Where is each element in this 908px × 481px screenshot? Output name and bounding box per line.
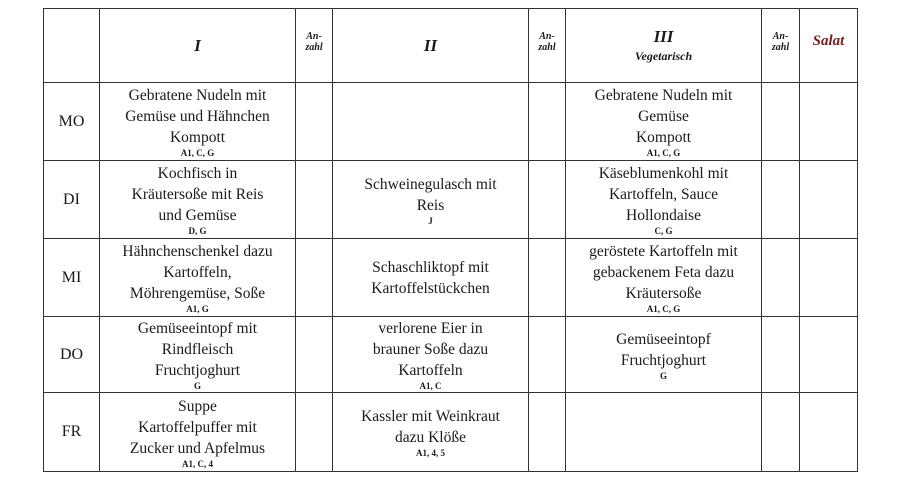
salat-cell[interactable] [800, 393, 858, 472]
dish-cell-2 [333, 393, 529, 472]
header-anzahl-1: An- zahl [296, 9, 333, 83]
allergen-codes: G [659, 370, 667, 381]
dish-line: verlorene Eier in [378, 320, 483, 337]
allergen-codes: A1, C [419, 381, 442, 391]
dish-line: Fruchtjoghurt [620, 351, 707, 369]
allergen-codes: D, G [188, 226, 207, 236]
dish-cell-3 [566, 83, 762, 161]
dish-line: Kartoffeln, Sauce [608, 186, 719, 203]
dish-line: Kartoffelpuffer mit [138, 418, 257, 436]
dish-cell-2 [333, 239, 529, 317]
weekly-menu-table [43, 8, 858, 472]
header-corner [44, 9, 100, 83]
dish-line: Kartoffeln [398, 362, 463, 379]
dish-line: Kochfisch in [157, 165, 238, 182]
dish-line: Zucker und Apfelmus [129, 439, 266, 457]
dish-line: dazu Klöße [394, 429, 466, 446]
allergen-codes: J [428, 215, 433, 226]
dish-cell-1 [100, 317, 296, 393]
salat-cell[interactable] [800, 317, 858, 393]
dish-line: Schaschliktopf mit [372, 258, 489, 276]
allergen-codes: A1, C, G [646, 148, 681, 158]
dish-line: Hollondaise [626, 207, 701, 224]
day-label: DO [44, 317, 100, 393]
anzahl-cell-1[interactable] [296, 83, 333, 161]
dish-line: Rindfleisch [161, 341, 234, 358]
header-col-3-subtitle: Vegetarisch [634, 49, 693, 63]
allergen-codes: C, G [654, 226, 673, 236]
day-label: DI [44, 161, 100, 239]
dish-line: Käseblumenkohl mit [598, 165, 729, 182]
anzahl-cell-1[interactable] [296, 239, 333, 317]
salat-cell[interactable] [800, 161, 858, 239]
day-label: MO [44, 83, 100, 161]
header-anzahl-3: An- zahl [762, 9, 800, 83]
anzahl-cell-1[interactable] [296, 393, 333, 472]
allergen-codes: A1, C, G [180, 148, 215, 158]
menu-row [44, 317, 858, 393]
anzahl-cell-1[interactable] [296, 317, 333, 393]
header-col-3: III Vegetarisch [566, 9, 762, 83]
menu-row [44, 239, 858, 317]
dish-line: Gemüse und Hähnchen [125, 108, 270, 125]
dish-line: Fruchtjoghurt [154, 362, 241, 379]
salat-cell[interactable] [800, 239, 858, 317]
menu-row [44, 161, 858, 239]
allergen-codes: G [193, 381, 201, 391]
anzahl-cell-2[interactable] [529, 161, 566, 239]
salat-cell[interactable] [800, 83, 858, 161]
dish-cell-2 [333, 317, 529, 393]
dish-cell-1 [100, 161, 296, 239]
dish-line: Gebratene Nudeln mit [128, 87, 267, 104]
anzahl-cell-2[interactable] [529, 83, 566, 161]
header-salat: Salat [800, 9, 858, 83]
anzahl-cell-2[interactable] [529, 317, 566, 393]
dish-line: Hähnchenschenkel dazu [122, 243, 273, 260]
dish-cell-3 [566, 161, 762, 239]
day-label: FR [44, 393, 100, 472]
header-row [44, 9, 858, 83]
dish-line: Gebratene Nudeln mit [594, 87, 733, 104]
dish-line: Möhrengemüse, Soße [129, 285, 266, 302]
dish-line: Kompott [169, 129, 226, 146]
anzahl-cell-3[interactable] [762, 393, 800, 472]
header-anzahl-2: An- zahl [529, 9, 566, 83]
menu-row [44, 83, 858, 161]
dish-line: Kräutersoße [625, 285, 702, 302]
dish-cell-2 [333, 161, 529, 239]
dish-line: Kartoffeln, [163, 264, 232, 281]
dish-cell-1 [100, 239, 296, 317]
dish-line: Gemüseeintopf [616, 330, 711, 348]
dish-line: Suppe [178, 397, 217, 415]
dish-cell-1 [100, 393, 296, 472]
dish-line: brauner Soße dazu [372, 341, 489, 358]
allergen-codes: A1, C, G [646, 304, 681, 314]
dish-cell-3 [566, 239, 762, 317]
dish-line: Reis [416, 196, 445, 214]
anzahl-cell-2[interactable] [529, 239, 566, 317]
dish-line: Gemüseeintopf mit [137, 320, 258, 337]
dish-line: und Gemüse [158, 207, 237, 224]
anzahl-cell-3[interactable] [762, 317, 800, 393]
header-col-2: II [333, 9, 529, 83]
dish-cell-2 [333, 83, 529, 161]
allergen-codes: A1, G [186, 304, 209, 314]
header-col-1: I [100, 9, 296, 83]
dish-line: gebackenem Feta dazu [592, 264, 735, 281]
dish-line: Schweinegulasch mit [364, 175, 497, 193]
dish-line: geröstete Kartoffeln mit [589, 243, 738, 260]
dish-line: Kassler mit Weinkraut [361, 408, 500, 425]
anzahl-cell-1[interactable] [296, 161, 333, 239]
day-label: MI [44, 239, 100, 317]
dish-line: Gemüse [638, 108, 689, 125]
menu-row [44, 393, 858, 472]
dish-cell-3 [566, 393, 762, 472]
anzahl-cell-2[interactable] [529, 393, 566, 472]
anzahl-cell-3[interactable] [762, 239, 800, 317]
anzahl-cell-3[interactable] [762, 161, 800, 239]
anzahl-cell-3[interactable] [762, 83, 800, 161]
dish-line: Kompott [635, 129, 692, 146]
dish-line: Kräutersoße mit Reis [131, 186, 264, 203]
dish-cell-3 [566, 317, 762, 393]
allergen-codes: A1, 4, 5 [416, 448, 445, 458]
allergen-codes: A1, C, 4 [182, 458, 213, 469]
dish-cell-1 [100, 83, 296, 161]
dish-line: Kartoffelstückchen [371, 279, 490, 297]
